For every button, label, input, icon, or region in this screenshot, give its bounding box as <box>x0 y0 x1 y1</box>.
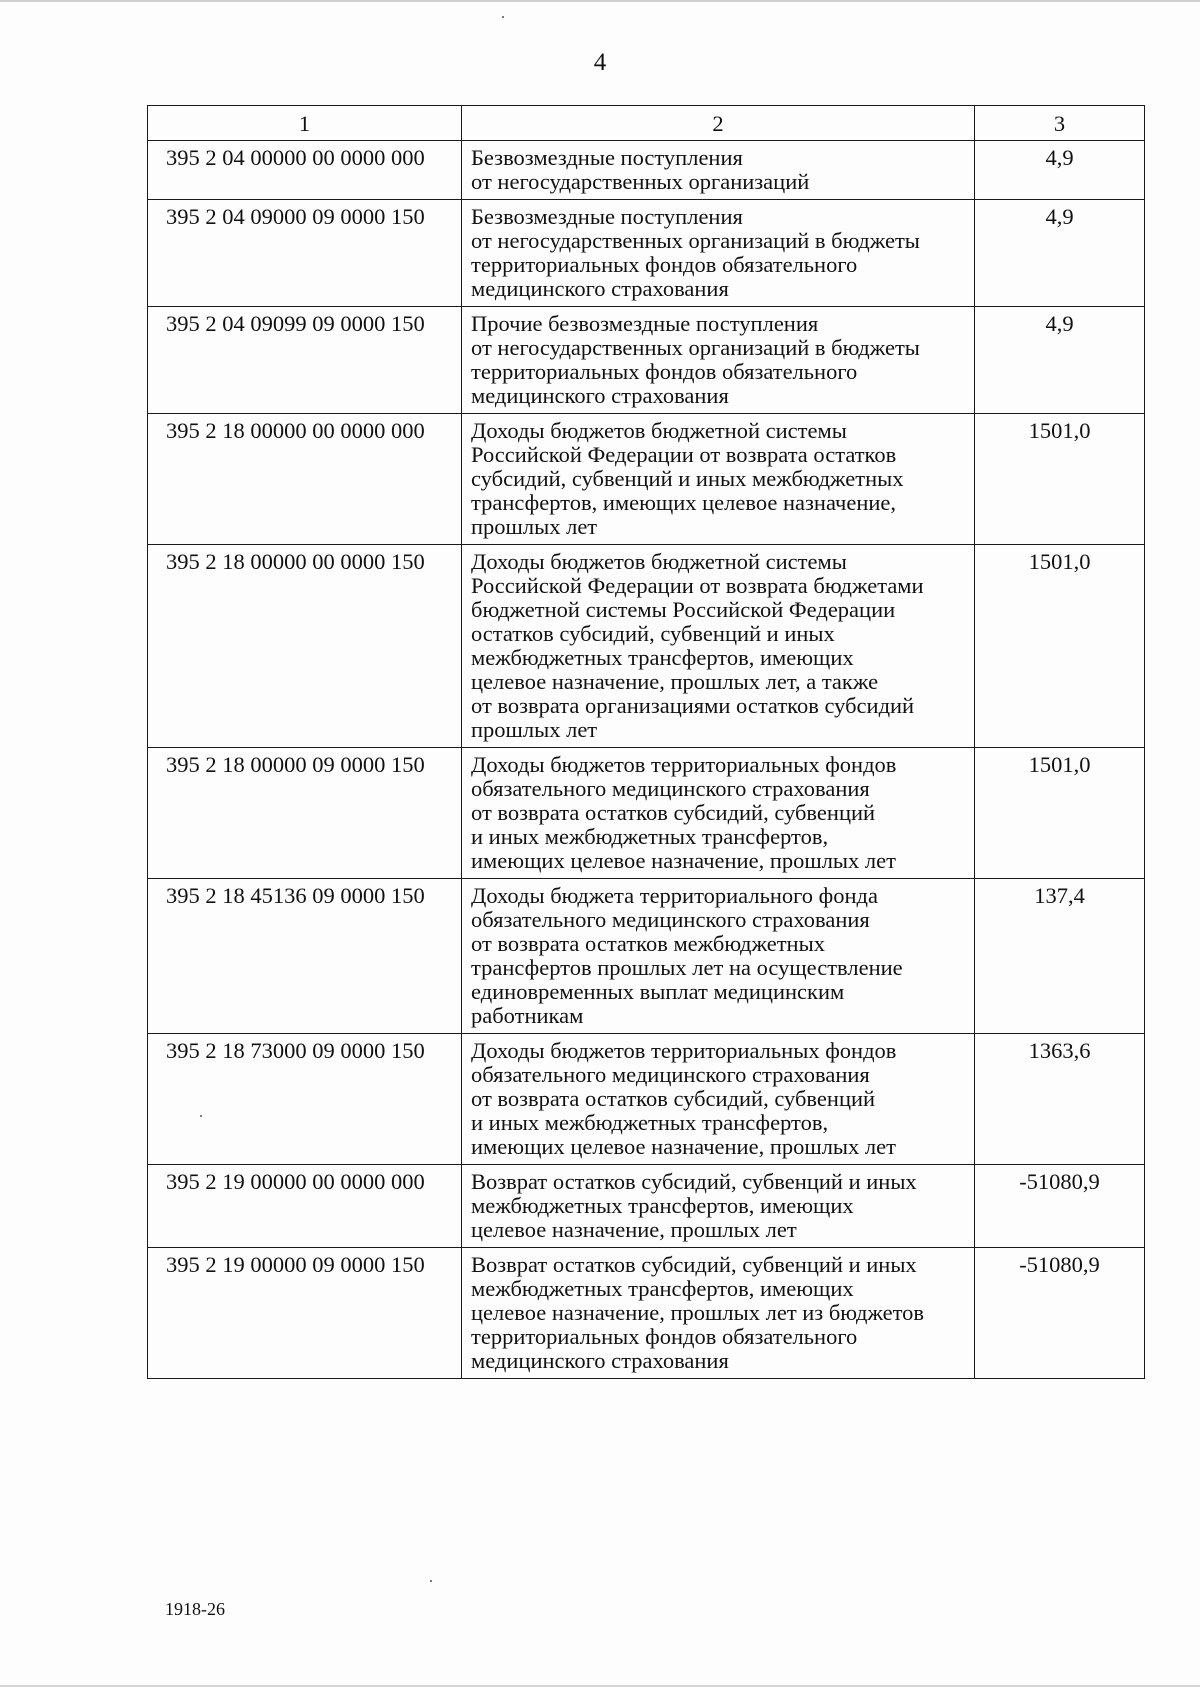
revenue-name-line: Прочие безвозмездные поступления <box>471 311 819 336</box>
revenue-name-line: имеющих целевое назначение, прошлых лет <box>471 848 896 873</box>
table-header <box>148 106 1145 141</box>
revenue-name-line: обязательного медицинского страхования <box>471 776 870 801</box>
revenue-amount-cell: 1363,6 <box>975 1034 1145 1165</box>
table-row <box>148 879 1145 1034</box>
table-row <box>148 307 1145 414</box>
revenue-name-line: прошлых лет <box>471 514 598 539</box>
revenue-name-cell <box>462 1165 975 1248</box>
revenue-name-cell <box>462 879 975 1034</box>
revenue-name-line: от возврата остатков субсидий, субвенций <box>471 800 876 825</box>
revenue-name-line: целевое назначение, прошлых лет из бюджетов <box>471 1300 925 1325</box>
revenue-code-cell: 395 2 19 00000 00 0000 000 <box>148 1165 462 1248</box>
revenue-code-cell: 395 2 18 00000 00 0000 000 <box>148 414 462 545</box>
revenue-name-cell <box>462 1034 975 1165</box>
revenue-name-line: территориальных фондов обязательного <box>471 1324 858 1349</box>
revenue-name-line: Доходы бюджетов территориальных фондов <box>471 752 897 777</box>
revenue-name-line: Доходы бюджетов территориальных фондов <box>471 1038 897 1063</box>
revenue-name-line: Возврат остатков субсидий, субвенций и иных <box>471 1169 917 1194</box>
table-row <box>148 141 1145 200</box>
revenue-table <box>147 105 1145 1379</box>
revenue-name-cell <box>462 1248 975 1379</box>
revenue-name-line: бюджетной системы Российской Федерации <box>471 597 896 622</box>
revenue-name-line: медицинского страхования <box>471 1348 729 1373</box>
revenue-amount-cell: 4,9 <box>975 200 1145 307</box>
revenue-name-cell <box>462 200 975 307</box>
revenue-name-cell <box>462 545 975 748</box>
revenue-name-line: и иных межбюджетных трансфертов, <box>471 1110 829 1135</box>
revenue-name-line: Безвозмездные поступления <box>471 204 743 229</box>
revenue-name-cell <box>462 307 975 414</box>
revenue-code-cell: 395 2 04 09000 09 0000 150 <box>148 200 462 307</box>
revenue-code-cell: 395 2 04 09099 09 0000 150 <box>148 307 462 414</box>
table-row <box>148 1165 1145 1248</box>
revenue-amount-cell: 1501,0 <box>975 748 1145 879</box>
scan-speck <box>430 1580 432 1582</box>
revenue-name-line: Возврат остатков субсидий, субвенций и иных <box>471 1252 917 1277</box>
revenue-name-line: трансфертов, имеющих целевое назначение, <box>471 490 897 515</box>
revenue-name-cell <box>462 748 975 879</box>
revenue-name-line: целевое назначение, прошлых лет <box>471 1217 797 1242</box>
scan-speck <box>200 1115 202 1117</box>
revenue-name-line: Доходы бюджетов бюджетной системы <box>471 549 847 574</box>
revenue-name-line: от возврата остатков субсидий, субвенций <box>471 1086 876 1111</box>
revenue-name-line: Российской Федерации от возврата бюджетами <box>471 573 924 598</box>
revenue-name-line: Российской Федерации от возврата остатков <box>471 442 897 467</box>
revenue-code-cell: 395 2 18 73000 09 0000 150 <box>148 1034 462 1165</box>
revenue-name-line: Доходы бюджетов бюджетной системы <box>471 418 847 443</box>
table-row <box>148 200 1145 307</box>
revenue-code-cell: 395 2 04 00000 00 0000 000 <box>148 141 462 200</box>
revenue-name-line: от возврата организациями остатков субсидий <box>471 693 915 718</box>
table-body <box>148 141 1145 1379</box>
revenue-amount-cell: 1501,0 <box>975 414 1145 545</box>
scan-edge-top <box>0 0 1200 2</box>
table-row <box>148 748 1145 879</box>
revenue-name-line: территориальных фондов обязательного <box>471 252 858 277</box>
revenue-name-line: субсидий, субвенций и иных межбюджетных <box>471 466 904 491</box>
revenue-name-line: единовременных выплат медицинским <box>471 979 845 1004</box>
revenue-name-line: территориальных фондов обязательного <box>471 359 858 384</box>
revenue-name-line: от возврата остатков межбюджетных <box>471 931 825 956</box>
revenue-name-line: от негосударственных организаций в бюджеты <box>471 335 920 360</box>
revenue-name-line: Безвозмездные поступления <box>471 145 743 170</box>
scan-speck <box>502 16 504 18</box>
revenue-name-line: и иных межбюджетных трансфертов, <box>471 824 829 849</box>
revenue-name-line: межбюджетных трансфертов, имеющих <box>471 1276 854 1301</box>
revenue-name-line: трансфертов прошлых лет на осуществление <box>471 955 903 980</box>
document-footer-code: 1918-26 <box>165 1599 225 1619</box>
revenue-name-line: обязательного медицинского страхования <box>471 907 870 932</box>
revenue-name-line: имеющих целевое назначение, прошлых лет <box>471 1134 896 1159</box>
revenue-name-line: целевое назначение, прошлых лет, а также <box>471 669 879 694</box>
revenue-name-line: межбюджетных трансфертов, имеющих <box>471 1193 854 1218</box>
table-row <box>148 414 1145 545</box>
column-header-code: 1 <box>148 106 462 141</box>
revenue-amount-cell: -51080,9 <box>975 1248 1145 1379</box>
revenue-name-line: от негосударственных организаций <box>471 169 810 194</box>
table-row <box>148 1034 1145 1165</box>
revenue-amount-cell: -51080,9 <box>975 1165 1145 1248</box>
revenue-name-line: остатков субсидий, субвенций и иных <box>471 621 835 646</box>
revenue-code-cell: 395 2 18 00000 00 0000 150 <box>148 545 462 748</box>
table-header-row <box>148 106 1145 141</box>
revenue-code-cell: 395 2 18 45136 09 0000 150 <box>148 879 462 1034</box>
column-header-amount: 3 <box>975 106 1145 141</box>
revenue-name-line: работникам <box>471 1003 584 1028</box>
table-row <box>148 545 1145 748</box>
revenue-name-line: прошлых лет <box>471 717 598 742</box>
revenue-name-line: обязательного медицинского страхования <box>471 1062 870 1087</box>
revenue-name-line: от негосударственных организаций в бюджеты <box>471 228 920 253</box>
revenue-name-cell <box>462 414 975 545</box>
revenue-amount-cell: 4,9 <box>975 141 1145 200</box>
revenue-name-line: межбюджетных трансфертов, имеющих <box>471 645 854 670</box>
revenue-amount-cell: 137,4 <box>975 879 1145 1034</box>
revenue-name-line: медицинского страхования <box>471 383 729 408</box>
revenue-name-line: Доходы бюджета территориального фонда <box>471 883 878 908</box>
revenue-name-cell <box>462 141 975 200</box>
page-number: 4 <box>593 49 607 76</box>
column-header-name: 2 <box>462 106 975 141</box>
revenue-amount-cell: 4,9 <box>975 307 1145 414</box>
revenue-code-cell: 395 2 18 00000 09 0000 150 <box>148 748 462 879</box>
table-row <box>148 1248 1145 1379</box>
revenue-code-cell: 395 2 19 00000 09 0000 150 <box>148 1248 462 1379</box>
revenue-amount-cell: 1501,0 <box>975 545 1145 748</box>
revenue-name-line: медицинского страхования <box>471 276 729 301</box>
